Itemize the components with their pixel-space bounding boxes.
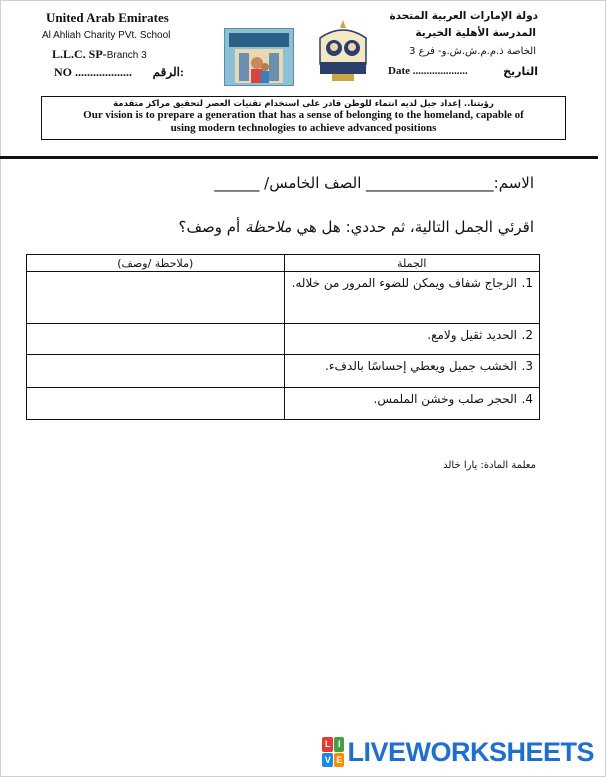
date-dots[interactable]: ....................	[412, 65, 468, 77]
date-label-arabic: التاريخ	[503, 65, 538, 78]
sentence-text: الحجر صلب وخشن الملمس.	[373, 392, 517, 406]
answer-cell[interactable]	[27, 388, 285, 420]
sentence-cell	[284, 388, 539, 420]
vision-box	[41, 96, 566, 140]
sentence-cell	[284, 355, 539, 388]
instruction-text	[179, 218, 534, 236]
sentence-text: الخشب جميل ويعطي إحساسًا بالدفء.	[325, 359, 517, 373]
arabic-branch-line: الخاصة ذ.م.م.ش.ش.و- فرع 3	[409, 46, 536, 57]
liveworksheets-wordmark: LIVEWORKSHEETS	[347, 736, 594, 767]
table-row	[27, 355, 540, 388]
school-emblem-logo	[306, 18, 380, 82]
table-row	[27, 272, 540, 324]
instruction-emphasis: ملاحظة	[244, 218, 292, 236]
row-number: 2.	[521, 328, 533, 342]
number-label-arabic: الرقم:	[152, 65, 184, 79]
branch-text: Branch 3	[106, 50, 147, 61]
school-poster-logo	[224, 28, 294, 86]
badge-letter: L	[322, 737, 333, 752]
answer-cell[interactable]	[27, 355, 285, 388]
sentence-text: الزجاج شفاف ويمكن للضوء المرور من خلاله.	[291, 276, 517, 290]
arabic-country-title: دولة الإمارات العربية المتحدة	[389, 10, 538, 22]
teacher-name: معلمة المادة: يارا خالد	[443, 460, 536, 471]
vision-arabic: رؤيتنا.. إعداد جيل لديه انتماء للوطن قادر على استخدام تقنيات العصر لتحقيق مراكز متقدمة	[113, 99, 494, 109]
poster-illustration-icon	[225, 29, 293, 85]
sentence-cell	[284, 272, 539, 324]
emblem-icon	[306, 18, 380, 82]
badge-letter: V	[322, 753, 333, 768]
arabic-school-name: المدرسة الأهلية الخيرية	[415, 27, 536, 39]
column-header-sentence: الجملة	[284, 255, 539, 272]
english-school-name: Al Ahliah Charity PVt. School	[42, 30, 171, 41]
liveworksheets-logo[interactable]	[322, 736, 594, 768]
row-number: 1.	[521, 276, 533, 290]
answer-cell[interactable]	[27, 272, 285, 324]
column-header-answer: (ملاحظة /وصف)	[27, 255, 285, 272]
worksheet-table	[26, 254, 540, 420]
instruction-part-1: اقرئي الجمل التالية، ثم حددي: هل هي	[291, 218, 534, 236]
date-field-line	[388, 65, 538, 78]
instruction-part-2: أم وصف؟	[178, 218, 245, 236]
number-label: NO	[54, 65, 72, 79]
answer-cell[interactable]	[27, 324, 285, 355]
llc-text: L.L.C. SP-	[52, 47, 107, 61]
header-divider	[0, 156, 598, 159]
number-dots[interactable]: ...................	[75, 65, 132, 79]
row-number: 3.	[521, 359, 533, 373]
row-number: 4.	[521, 392, 533, 406]
table-header-row	[27, 255, 540, 272]
badge-letter: E	[334, 753, 345, 768]
sentence-cell	[284, 324, 539, 355]
date-label: Date	[388, 65, 410, 77]
badge-letter: I	[334, 737, 345, 752]
sentence-text: الحديد ثقيل ولامع.	[427, 328, 517, 342]
live-badge-icon	[322, 737, 344, 767]
english-llc-line	[52, 47, 147, 62]
english-country-title: United Arab Emirates	[46, 10, 169, 25]
table-row	[27, 324, 540, 355]
table-row	[27, 388, 540, 420]
number-field-line	[54, 65, 184, 80]
student-name-class-line[interactable]: الاسم:_________________ الصف الخامس/ ______	[214, 174, 534, 192]
vision-english-line-1: Our vision is to prepare a generation that has a sense of belonging to the homeland, capable of	[83, 109, 524, 121]
vision-english-line-2: using modern technologies to achieve advanced positions	[170, 122, 437, 134]
